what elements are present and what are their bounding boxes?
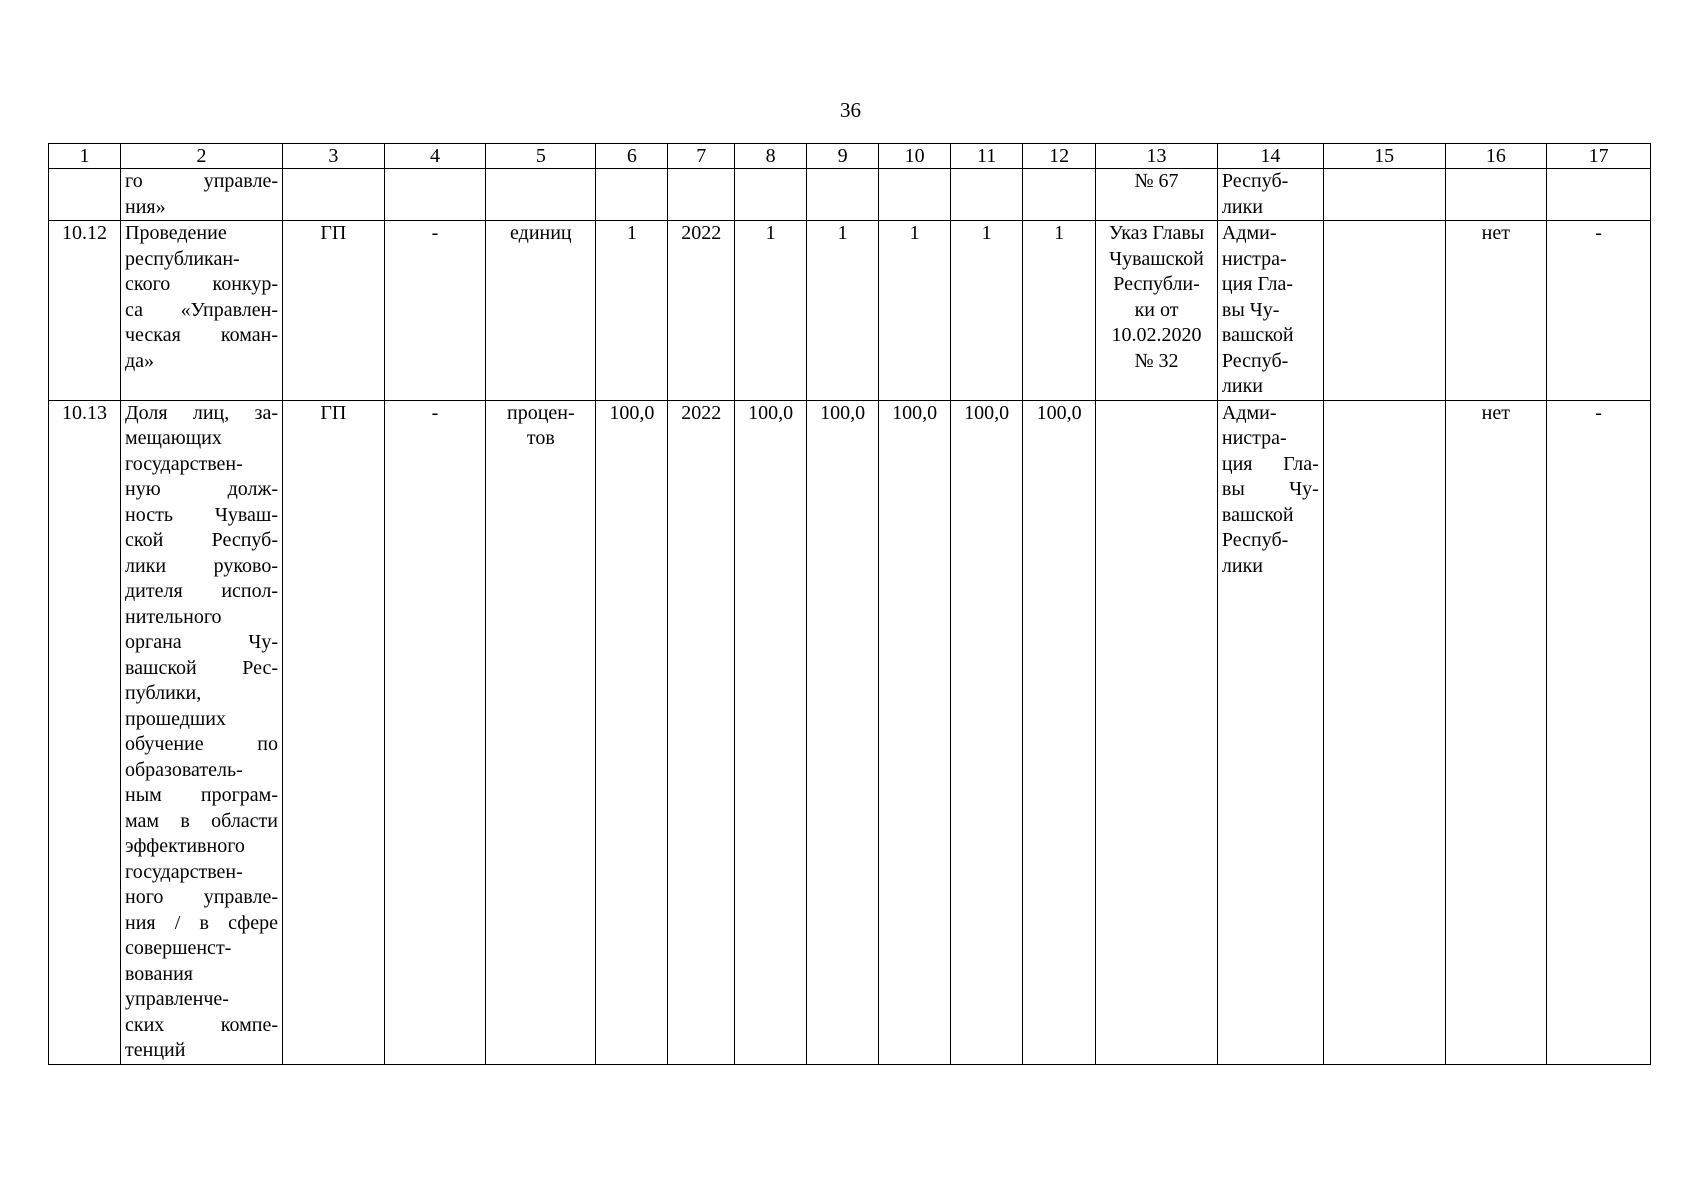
- text-line: мам в области: [125, 809, 278, 832]
- table-cell: [283, 169, 385, 221]
- table-cell: [951, 169, 1023, 221]
- table-cell: 100,0: [807, 400, 879, 1064]
- column-header: 15: [1323, 144, 1445, 169]
- table-cell: [486, 169, 596, 221]
- column-header: 16: [1445, 144, 1547, 169]
- text-line: вашской: [1221, 503, 1294, 526]
- document-cell: [1096, 221, 1218, 401]
- text-line: Адми-: [1221, 222, 1277, 244]
- text-line: ность Чуваш-: [125, 503, 278, 526]
- text-line: процен-: [507, 401, 575, 424]
- text-line: вашской Рес-: [125, 656, 278, 679]
- unit-cell: [486, 400, 596, 1064]
- table-row: [49, 221, 1651, 401]
- column-header: 10: [879, 144, 951, 169]
- text-line: управленче-: [125, 988, 229, 1010]
- column-header: 14: [1217, 144, 1323, 169]
- table-cell: [1547, 169, 1651, 221]
- text-line: тенций: [125, 1039, 186, 1061]
- text-line: республикан-: [125, 247, 240, 270]
- table-cell: [384, 169, 486, 221]
- text-line: Адми-: [1221, 401, 1277, 424]
- text-line: го управле-: [125, 170, 278, 192]
- text-line: совершенст-: [125, 937, 232, 959]
- text-line: ских компе-: [125, 1013, 278, 1036]
- text-line: вы Чу-: [1221, 298, 1280, 321]
- text-line: ского конкур-: [125, 273, 278, 295]
- table-cell: 100,0: [735, 400, 807, 1064]
- text-line: 10.02.2020: [1111, 324, 1202, 346]
- table-cell: 100,0: [879, 400, 951, 1064]
- table-cell: нет: [1445, 400, 1547, 1064]
- text-line: вашской: [1221, 324, 1294, 346]
- table-cell: -: [1547, 400, 1651, 1064]
- column-number-header: [49, 144, 1651, 169]
- authority-cell: [1217, 221, 1323, 401]
- text-line: эффективного: [125, 835, 245, 857]
- table-cell: [879, 169, 951, 221]
- column-header: 3: [283, 144, 385, 169]
- document-cell: [1096, 400, 1218, 1064]
- text-line: мещающих: [125, 427, 222, 449]
- text-line: ным програм-: [125, 784, 278, 806]
- text-line: прошедших: [125, 707, 226, 730]
- table-cell: ГП: [283, 221, 385, 401]
- text-line: вования: [125, 962, 193, 985]
- table-row: [49, 169, 1651, 221]
- row-number-cell: 10.13: [49, 400, 121, 1064]
- column-header: 12: [1023, 144, 1096, 169]
- column-header: 2: [121, 144, 283, 169]
- text-line: Респуб-: [1221, 349, 1289, 372]
- row-number-cell: [49, 169, 121, 221]
- indicator-name-cell: [121, 400, 283, 1064]
- table-cell: [1323, 221, 1445, 401]
- table-cell: [1023, 169, 1096, 221]
- text-line: са «Управлен-: [125, 298, 278, 321]
- table-cell: [596, 169, 668, 221]
- text-line: № 67: [1134, 170, 1179, 192]
- column-header: 8: [735, 144, 807, 169]
- column-header: 1: [49, 144, 121, 169]
- text-line: нистра-: [1221, 247, 1287, 270]
- text-line: образователь-: [125, 758, 243, 781]
- authority-cell: [1217, 169, 1323, 221]
- text-line: ния»: [125, 195, 166, 218]
- text-line: ция Гла-: [1221, 452, 1319, 475]
- text-line: лики руково-: [125, 554, 278, 577]
- column-header: 5: [486, 144, 596, 169]
- text-line: ки от: [1134, 298, 1179, 321]
- text-line: ния / в сфере: [125, 911, 278, 934]
- text-line: ция Гла-: [1221, 273, 1294, 295]
- text-line: лики: [1221, 195, 1263, 218]
- text-line: публики,: [125, 682, 202, 704]
- text-line: Проведение: [125, 222, 227, 244]
- text-line: Доля лиц, за-: [125, 401, 278, 424]
- text-line: лики: [1221, 375, 1263, 397]
- table-cell: 100,0: [1023, 400, 1096, 1064]
- text-line: вы Чу-: [1221, 478, 1319, 500]
- table-cell: [668, 169, 735, 221]
- column-header: 7: [668, 144, 735, 169]
- document-cell: [1096, 169, 1218, 221]
- text-line: да»: [125, 349, 155, 372]
- column-header: 4: [384, 144, 486, 169]
- text-line: Указ Главы: [1108, 222, 1205, 244]
- text-line: ской Респуб-: [125, 529, 278, 551]
- column-header: 17: [1547, 144, 1651, 169]
- table-cell: 2022: [668, 400, 735, 1064]
- table-cell: 100,0: [596, 400, 668, 1064]
- table-cell: [735, 169, 807, 221]
- text-line: дителя испол-: [125, 580, 278, 602]
- text-line: ную долж-: [125, 478, 278, 500]
- table-cell: [807, 169, 879, 221]
- table-cell: -: [1547, 221, 1651, 401]
- table-row: [49, 400, 1651, 1064]
- page-number-text: 36: [840, 98, 861, 122]
- indicators-table: [48, 143, 1651, 1065]
- table-cell: нет: [1445, 221, 1547, 401]
- text-line: ного управле-: [125, 886, 278, 908]
- table-cell: 1: [1023, 221, 1096, 401]
- indicator-name-cell: [121, 169, 283, 221]
- text-line: Респуб-: [1221, 170, 1289, 192]
- text-line: обучение по: [125, 733, 278, 755]
- column-header: 6: [596, 144, 668, 169]
- text-line: Республи-: [1113, 273, 1200, 295]
- table-cell: 100,0: [951, 400, 1023, 1064]
- table-cell: 2022: [668, 221, 735, 401]
- row-number-cell: 10.12: [49, 221, 121, 401]
- indicator-name-cell: [121, 221, 283, 401]
- text-line: ческая коман-: [125, 324, 278, 346]
- table-cell: -: [384, 400, 486, 1064]
- text-line: органа Чу-: [125, 631, 278, 653]
- column-header: 11: [951, 144, 1023, 169]
- text-line: тов: [526, 427, 555, 449]
- table-cell: 1: [879, 221, 951, 401]
- text-line: нительного: [125, 605, 222, 628]
- table-cell: 1: [951, 221, 1023, 401]
- column-header: 13: [1096, 144, 1218, 169]
- text-line: Чувашской: [1109, 247, 1204, 270]
- text-line: Респуб-: [1221, 529, 1289, 551]
- authority-cell: [1217, 400, 1323, 1064]
- text-line: государствен-: [125, 452, 243, 475]
- text-line: нистра-: [1221, 427, 1287, 449]
- table-cell: 1: [596, 221, 668, 401]
- text-line: государствен-: [125, 860, 243, 883]
- table-cell: [1323, 169, 1445, 221]
- text-line: лики: [1221, 554, 1263, 577]
- table-cell: 1: [807, 221, 879, 401]
- table-cell: ГП: [283, 400, 385, 1064]
- table-cell: единиц: [486, 221, 596, 401]
- table-cell: [1445, 169, 1547, 221]
- table-cell: -: [384, 221, 486, 401]
- table-cell: [1323, 400, 1445, 1064]
- column-header: 9: [807, 144, 879, 169]
- text-line: № 32: [1134, 349, 1179, 372]
- table-cell: 1: [735, 221, 807, 401]
